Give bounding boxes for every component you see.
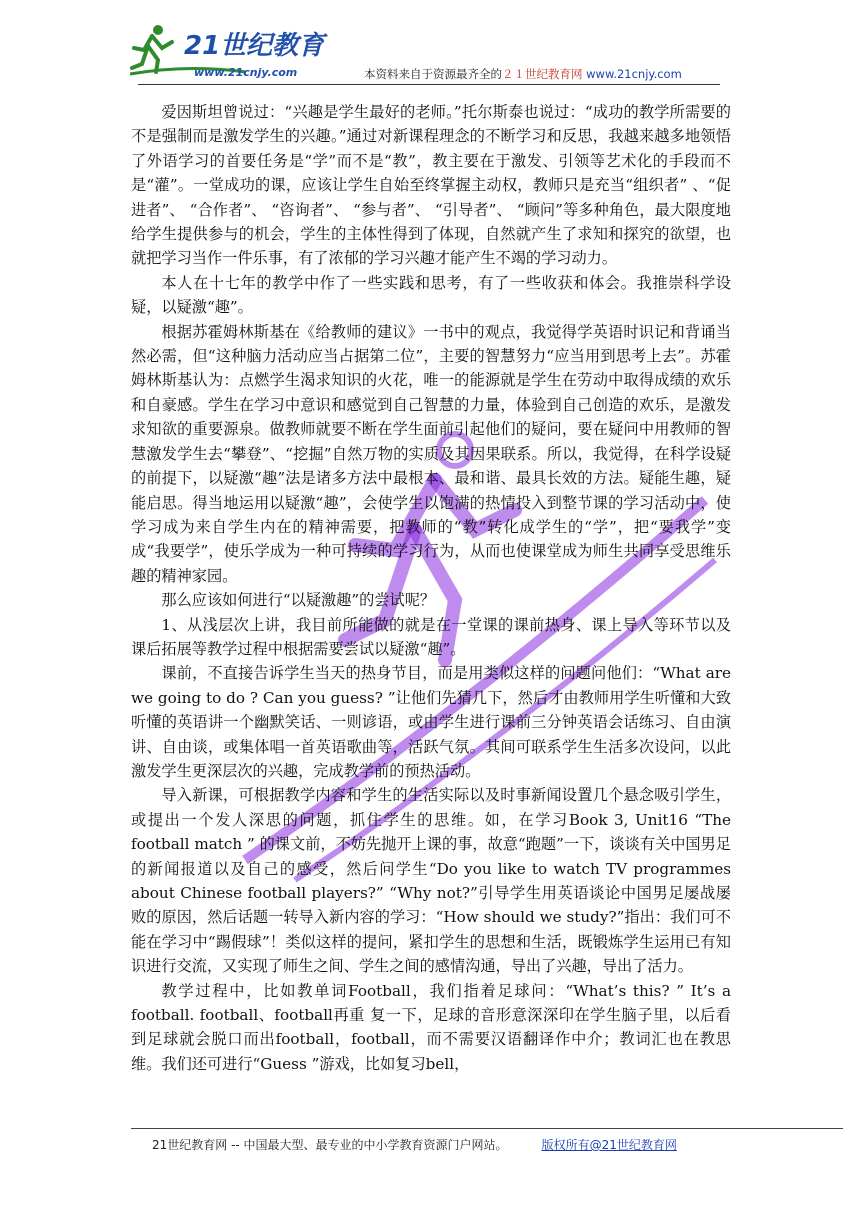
footer-divider — [131, 1128, 843, 1129]
header-note-url[interactable]: www.21cnjy.com — [586, 67, 682, 81]
header-note-site[interactable]: ２１世纪教育网 — [502, 67, 583, 81]
paragraph: 那么应该如何进行“以疑激趣”的尝试呢？ — [161, 591, 436, 610]
paragraph: 教学过程中，比如教单词Football，我们指着足球问：“What’s this? ” It’s a football. football、football再重 复一下，足球的音形意深深印在学生脑子里，以后看到足球就会脱口而出football，football，而不需要汉语翻译作中介；教词汇也在教思维。我们还可进行“Guess ”游戏，比如复习bell， — [131, 981, 731, 1073]
paragraph: 爱因斯坦曾说过：“兴趣是学生最好的老师。”托尔斯泰也说过：“成功的教学所需要的不是强制而是激发学生的兴趣。”通过对新课程理念的不断学习和反思，我越来越多地领悟了外语学习的首要任务是“学”而不是“教”，教主要在于激发、引领等艺术化的手段而不是“灌”。一堂成功的课，应该让学生自始至终掌握主动权，教师只是充当“组织者” 、“促进者”、 “合作者”、 “咨询者”、 “参与者”、 “引导者”、 “顾问”等多种角色，最大限度地给学生提供参与的机会，学生的主体性得到了体现，自然就产生了求知和探究的欲望，也就把学习当作一件乐事，有了浓郁的学习兴趣才能产生不竭的学习动力。 — [131, 103, 731, 268]
paragraph: 根据苏霍姆林斯基在《给教师的建议》一书中的观点，我觉得学英语时识记和背诵当然必需，但“这种脑力活动应当占据第二位”，主要的智慧努力“应当用到思考上去”。苏霍姆林斯基认为：点燃学生渴求知识的火花，唯一的能源就是学生在劳动中取得成绩的欢乐和自豪感。学生在学习中意识和感觉到自己智慧的力量，体验到自己创造的欢乐，是激发求知欲的重要源泉。做教师就要不断在学生面前引起他们的疑问，要在疑问中用教师的智慧激发学生去“攀登”、“挖掘”自然万物的实质及其因果联系。所以，我觉得，在科学设疑的前提下，以疑激“趣”法是诸多方法中最根本、最和谐、最具长效的方法。疑能生趣，疑能启思。得当地运用以疑激“趣”，会使学生以饱满的热情投入到整节课的学习活动中，使学习成为来自学生内在的精神需要，把教师的“教”转化成学生的“学”，把“要我学”变成“我要学”，使乐学成为一种可持续的学习行为，从而也使课堂成为师生共同享受思维乐趣的精神家园。 — [131, 322, 731, 585]
footer-copyright-link[interactable]: 版权所有@21世纪教育网 — [541, 1138, 677, 1152]
paragraph: 课前，不直接告诉学生当天的热身节目，而是用类似这样的问题问他们：“What are we going to do ? Can you guess? ”让他们先猜几下，然后才由教师用学生听懂和大致听懂的英语讲一个幽默笑话、一则谚语，或由学生进行课前三分钟英语会话练习、自由演讲、自由谈，或集体唱一首英语歌曲等，活跃气氛。其间可联系学生生活多次设问，以此激发学生更深层次的兴趣，完成教学前的预热活动。 — [131, 664, 731, 780]
page-header — [128, 20, 728, 90]
document-body — [131, 100, 731, 1076]
logo-url: www.21cnjy.com — [194, 66, 298, 79]
footer-text: 21世纪教育网 -- 中国最大型、最专业的中小学教育资源门户网站。 — [152, 1138, 508, 1152]
page-footer — [152, 1136, 677, 1153]
header-note-prefix: 本资料来自于资源最齐全的 — [364, 67, 502, 81]
site-logo — [128, 20, 348, 82]
header-divider — [138, 84, 720, 85]
logo-wordmark: 21世纪教育 — [184, 31, 325, 61]
paragraph: 导入新课，可根据教学内容和学生的生活实际以及时事新闻设置几个悬念吸引学生，或提出一个发人深思的问题，抓住学生的思维。如，在学习Book 3, Unit16 “The football match ” 的课文前，不妨先抛开上课的事，故意“跑题”一下，谈谈有关中国男足的新闻报道以及自己的感受，然后问学生“Do you like to watch TV programmes about Chinese football players?” “Why not?”引导学生用英语谈论中国男足屡战屡败的原因，然后话题一转导入新内容的学习：“How should we study?”指出：我们可不能在学习中“踢假球”！类似这样的提问，紧扣学生的思想和生活，既锻炼学生运用已有知识进行交流，又实现了师生之间、学生之间的感情沟通，导出了兴趣，导出了活力。 — [131, 786, 731, 976]
paragraph: 本人在十七年的教学中作了一些实践和思考，有了一些收获和体会。我推崇科学设疑，以疑激“趣”。 — [131, 273, 731, 317]
header-note — [364, 66, 682, 82]
paragraph: 1、从浅层次上讲，我目前所能做的就是在一堂课的课前热身、课上导入等环节以及课后拓展等教学过程中根据需要尝试以疑激“趣”。 — [131, 615, 731, 658]
